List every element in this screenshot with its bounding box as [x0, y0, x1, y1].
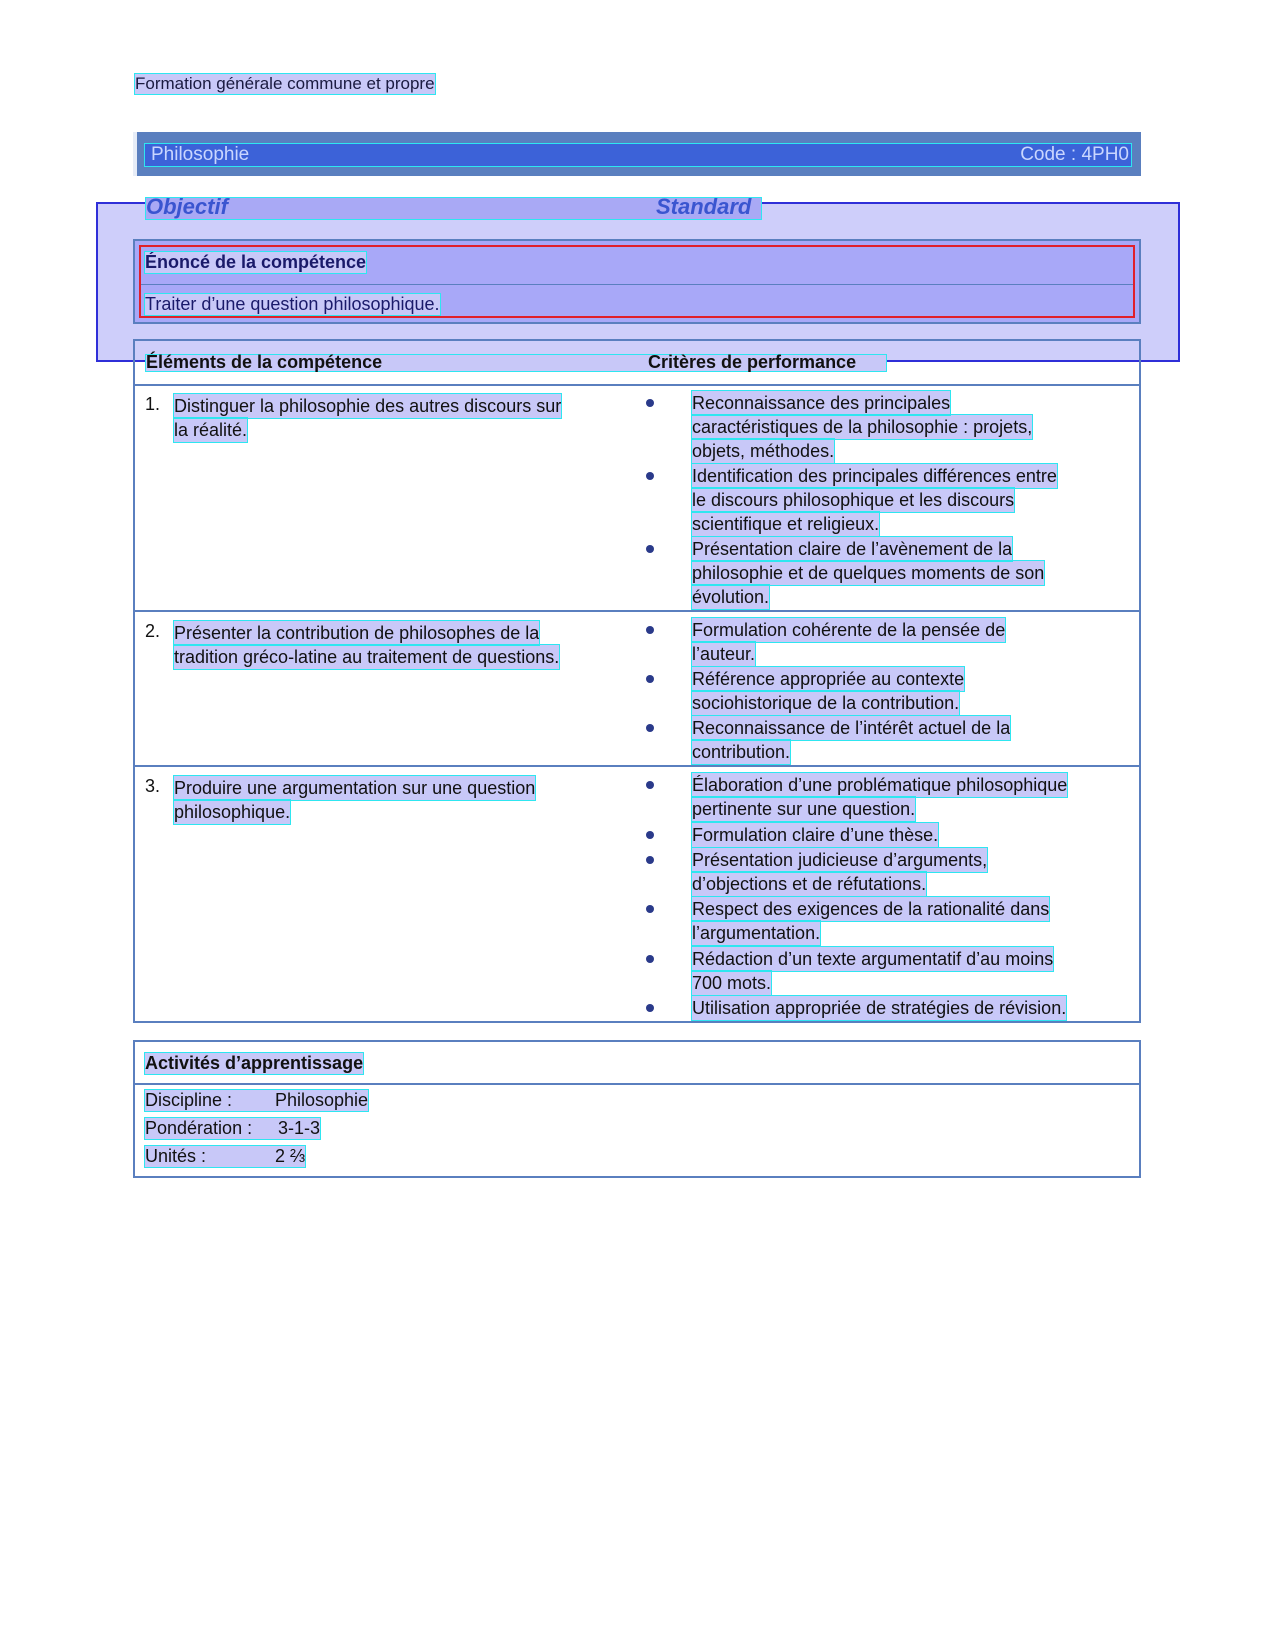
criterion	[692, 618, 1005, 666]
competence-divider	[141, 284, 1133, 285]
criterion-line: Rédaction d’un texte argumentatif d’au moins	[692, 949, 1054, 969]
criterion-line: Élaboration d’une problématique philosophique	[692, 775, 1068, 795]
element-text	[174, 394, 724, 442]
criterion-line: Présentation judicieuse d’arguments,	[692, 850, 988, 870]
bullet-icon	[646, 675, 654, 683]
element-number: 2.	[145, 621, 161, 641]
weighting-value: 3-1-3	[278, 1118, 321, 1138]
criterion	[692, 947, 1053, 995]
criterion-line: évolution.	[692, 587, 770, 607]
criterion	[692, 716, 1010, 764]
bullet-icon	[646, 781, 654, 789]
criterion-line: Utilisation appropriée de stratégies de révision.	[692, 998, 1067, 1018]
criterion	[692, 667, 964, 715]
bullet-icon	[646, 1004, 654, 1012]
course-name: Philosophie	[151, 144, 250, 165]
bullet-icon	[646, 831, 654, 839]
discipline-row	[145, 1090, 368, 1111]
bullet-icon	[646, 856, 654, 864]
bullet-icon	[646, 472, 654, 480]
element-line: Distinguer la philosophie des autres discours sur	[174, 396, 562, 416]
col-header-elements: Éléments de la compétence	[146, 352, 383, 372]
element-line: Produire une argumentation sur une question	[174, 778, 536, 798]
col-header-criteria: Critères de performance	[648, 352, 857, 372]
criterion-line: philosophie et de quelques moments de son	[692, 563, 1045, 583]
bullet-icon	[646, 545, 654, 553]
criterion-line: sociohistorique de la contribution.	[692, 693, 960, 713]
criterion	[692, 537, 1044, 609]
units-value: 2 ⅔	[275, 1146, 306, 1166]
criterion-line: l’auteur.	[692, 644, 756, 664]
element-number: 1.	[145, 394, 161, 414]
criterion-line: le discours philosophique et les discours	[692, 490, 1015, 510]
criterion-line: d’objections et de réfutations.	[692, 874, 927, 894]
element-number: 3.	[145, 776, 161, 796]
criterion-line: 700 mots.	[692, 973, 772, 993]
objective-label: Objectif	[146, 194, 228, 219]
criterion	[692, 823, 938, 847]
criterion-line: Respect des exigences de la rationalité dans	[692, 899, 1050, 919]
weighting-row	[145, 1118, 320, 1139]
standard-label: Standard	[656, 194, 752, 219]
element-line: Présenter la contribution de philosophes de la	[174, 623, 540, 643]
criterion-line: Reconnaissance des principales	[692, 393, 951, 413]
bullet-icon	[646, 626, 654, 634]
element-text	[174, 621, 724, 669]
criterion-line: Formulation cohérente de la pensée de	[692, 620, 1006, 640]
criterion	[692, 996, 1066, 1020]
criterion	[692, 464, 1057, 536]
criterion-line: Formulation claire d’une thèse.	[692, 825, 939, 845]
criterion-line: Identification des principales différences entre	[692, 466, 1057, 486]
bullet-icon	[646, 905, 654, 913]
activities-heading: Activités d’apprentissage	[145, 1053, 364, 1073]
table-divider	[133, 765, 1141, 767]
course-header-bar	[133, 132, 1141, 176]
criterion-line: objets, méthodes.	[692, 441, 835, 461]
units-label: Unités :	[145, 1146, 207, 1166]
criterion-line: pertinente sur une question.	[692, 799, 916, 819]
program-label: Formation générale commune et propre	[135, 74, 435, 93]
weighting-label: Pondération :	[145, 1118, 253, 1138]
competence-text: Traiter d’une question philosophique.	[145, 294, 440, 314]
criterion	[692, 897, 1049, 945]
criterion-line: caractéristiques de la philosophie : projets,	[692, 417, 1033, 437]
bullet-icon	[646, 955, 654, 963]
table-divider	[133, 384, 1141, 386]
criterion-line: Présentation claire de l’avènement de la	[692, 539, 1013, 559]
units-row	[145, 1146, 305, 1167]
criterion-line: scientifique et religieux.	[692, 514, 880, 534]
discipline-label: Discipline :	[145, 1090, 233, 1110]
criterion-line: contribution.	[692, 742, 791, 762]
criterion-line: Reconnaissance de l’intérêt actuel de la	[692, 718, 1011, 738]
activities-divider	[133, 1083, 1141, 1085]
competence-heading: Énoncé de la compétence	[145, 252, 367, 272]
course-code: Code : 4PH0	[1020, 144, 1129, 165]
element-line: la réalité.	[174, 420, 248, 440]
criterion	[692, 848, 987, 896]
element-line: tradition gréco-latine au traitement de questions.	[174, 647, 560, 667]
table-divider	[133, 610, 1141, 612]
bullet-icon	[646, 399, 654, 407]
criterion-line: Référence appropriée au contexte	[692, 669, 965, 689]
element-line: philosophique.	[174, 802, 291, 822]
element-text	[174, 776, 724, 824]
criterion	[692, 773, 1067, 821]
discipline-value: Philosophie	[275, 1090, 369, 1110]
criterion-line: l’argumentation.	[692, 923, 821, 943]
bullet-icon	[646, 724, 654, 732]
criterion	[692, 391, 1032, 463]
